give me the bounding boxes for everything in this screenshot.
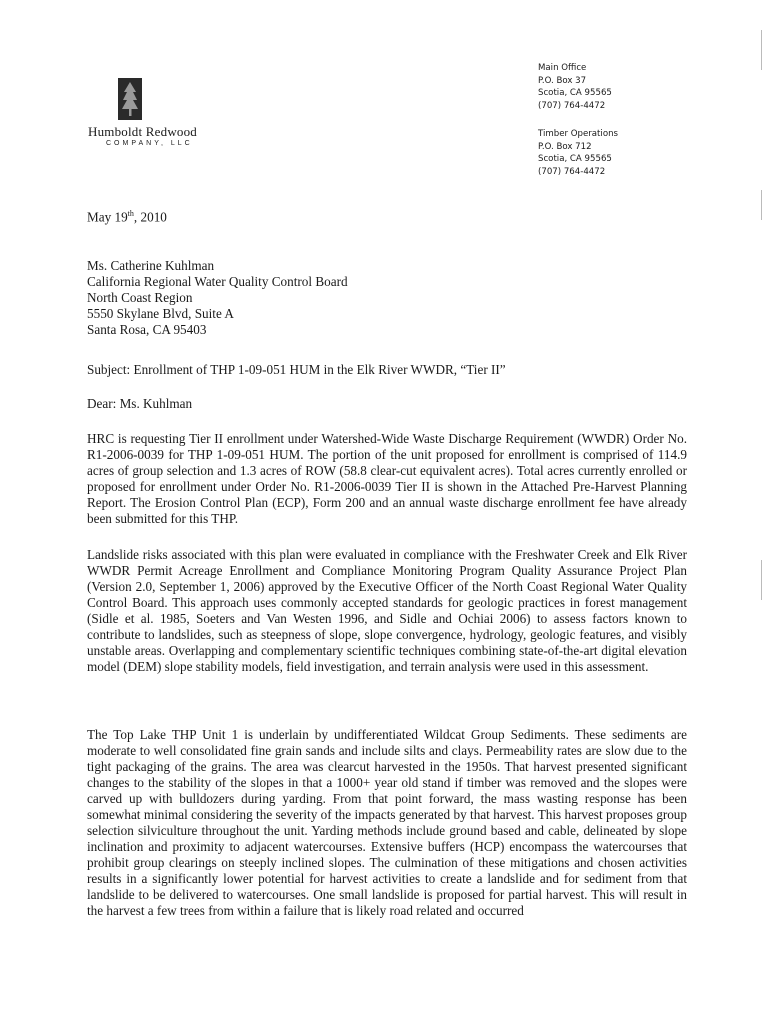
main-office-line: Main Office [538,63,587,73]
scan-edge-mark [761,190,762,220]
date-year: , 2010 [133,209,167,225]
scan-edge-mark [761,30,762,70]
timber-office-line: P.O. Box 712 [538,141,592,152]
company-logo [118,78,142,120]
company-subtitle: COMPANY, LLC [106,140,193,147]
recipient-address-block [87,258,687,338]
tree-logo-icon [118,78,142,120]
main-office-line: P.O. Box 37 [538,75,587,86]
body-paragraph: HRC is requesting Tier II enrollment under Watershed-Wide Waste Discharge Requirement (WWDR) Order No. R1-2006-0039 for THP 1-09-051 HUM. The portion of the unit proposed for enrollment is comprised of 114.9 acres of group selection and 1.3 acres of ROW (58.8 clear-cut equivalent acres). Total acres currently enrolled or proposed for enrollment under Order No. R1-2006-0039 Tier II is shown in the Attached Pre-Harvest Planning Report. The Erosion Control Plan (ECP), Form 200 and an annual waste discharge enrollment fee have already been submitted for this THP. [87,431,687,526]
date-month-day: May 19 [87,209,128,225]
recipient-line: California Regional Water Quality Control Board [87,274,348,289]
timber-operations-address [538,128,618,178]
timber-office-line: Timber Operations [538,129,618,139]
scan-edge-mark [761,560,762,600]
main-office-line: Scotia, CA 95565 [538,88,612,98]
main-office-address [538,62,612,112]
company-name: Humboldt Redwood [88,124,198,139]
recipient-line: Santa Rosa, CA 95403 [87,322,207,337]
recipient-line: 5550 Skylane Blvd, Suite A [87,306,234,321]
subject-line: Subject: Enrollment of THP 1-09-051 HUM in the Elk River WWDR, “Tier II” [87,362,506,377]
salutation: Dear: Ms. Kuhlman [87,396,193,411]
recipient-line: North Coast Region [87,290,193,305]
date-suffix: th [127,209,134,218]
timber-office-line: Scotia, CA 95565 [538,154,612,164]
body-paragraph: The Top Lake THP Unit 1 is underlain by undifferentiated Wildcat Group Sediments. These sediments are moderate to well consolidated fine grain sands and include silts and clays. Permeability rates are slow due to the tight packaging of the grains. The area was clearcut harvested in the 1950s. That harvest presented significant changes to the stability of the slopes in that a 1000+ year old stand if timber was removed and the slopes were carved up with bulldozers during yarding. From that point forward, the mass wasting response has been somewhat minimal considering the severity of the impacts generated by that harvest. This harvest proposes group selection silviculture throughout the unit. Yarding methods include ground based and cable, delineated by slope inclination and proximity to adjacent watercourses. Extensive buffers (HCP) encompass the watercourses that prohibit group clearings on steeply inclined slopes. The culmination of these mitigations and chosen activities results in a significantly lower potential for harvest activities to create a landslide and for sediment from that landslide to be delivered to watercourses. One small landslide is proposed for partial harvest. This will result in the harvest a few trees from within a failure that is likely road related and occurred [87,727,687,918]
main-office-line: (707) 764-4472 [538,100,606,111]
timber-office-line: (707) 764-4472 [538,166,606,177]
recipient-line: Ms. Catherine Kuhlman [87,258,215,273]
letter-date [87,206,687,225]
body-paragraph: Landslide risks associated with this plan were evaluated in compliance with the Freshwater Creek and Elk River WWDR Permit Acreage Enrollment and Compliance Monitoring Program Quality Assurance Project Plan (Version 2.0, September 1, 2006) approved by the Executive Officer of the North Coast Regional Water Quality Control Board. This approach uses commonly accepted standards for geologic practices in forest management (Sidle et al. 1985, Soeters and Van Westen 1996, and Sidle and Ochiai 2006) to assess factors known to contribute to landslides, such as steepness of slope, slope convergence, hydrology, geologic features, and visibly unstable areas. Overlapping and complementary scientific techniques combining state-of-the-art digital elevation model (DEM) slope stability models, field investigation, and terrain analysis were used in this assessment. [87,547,687,674]
